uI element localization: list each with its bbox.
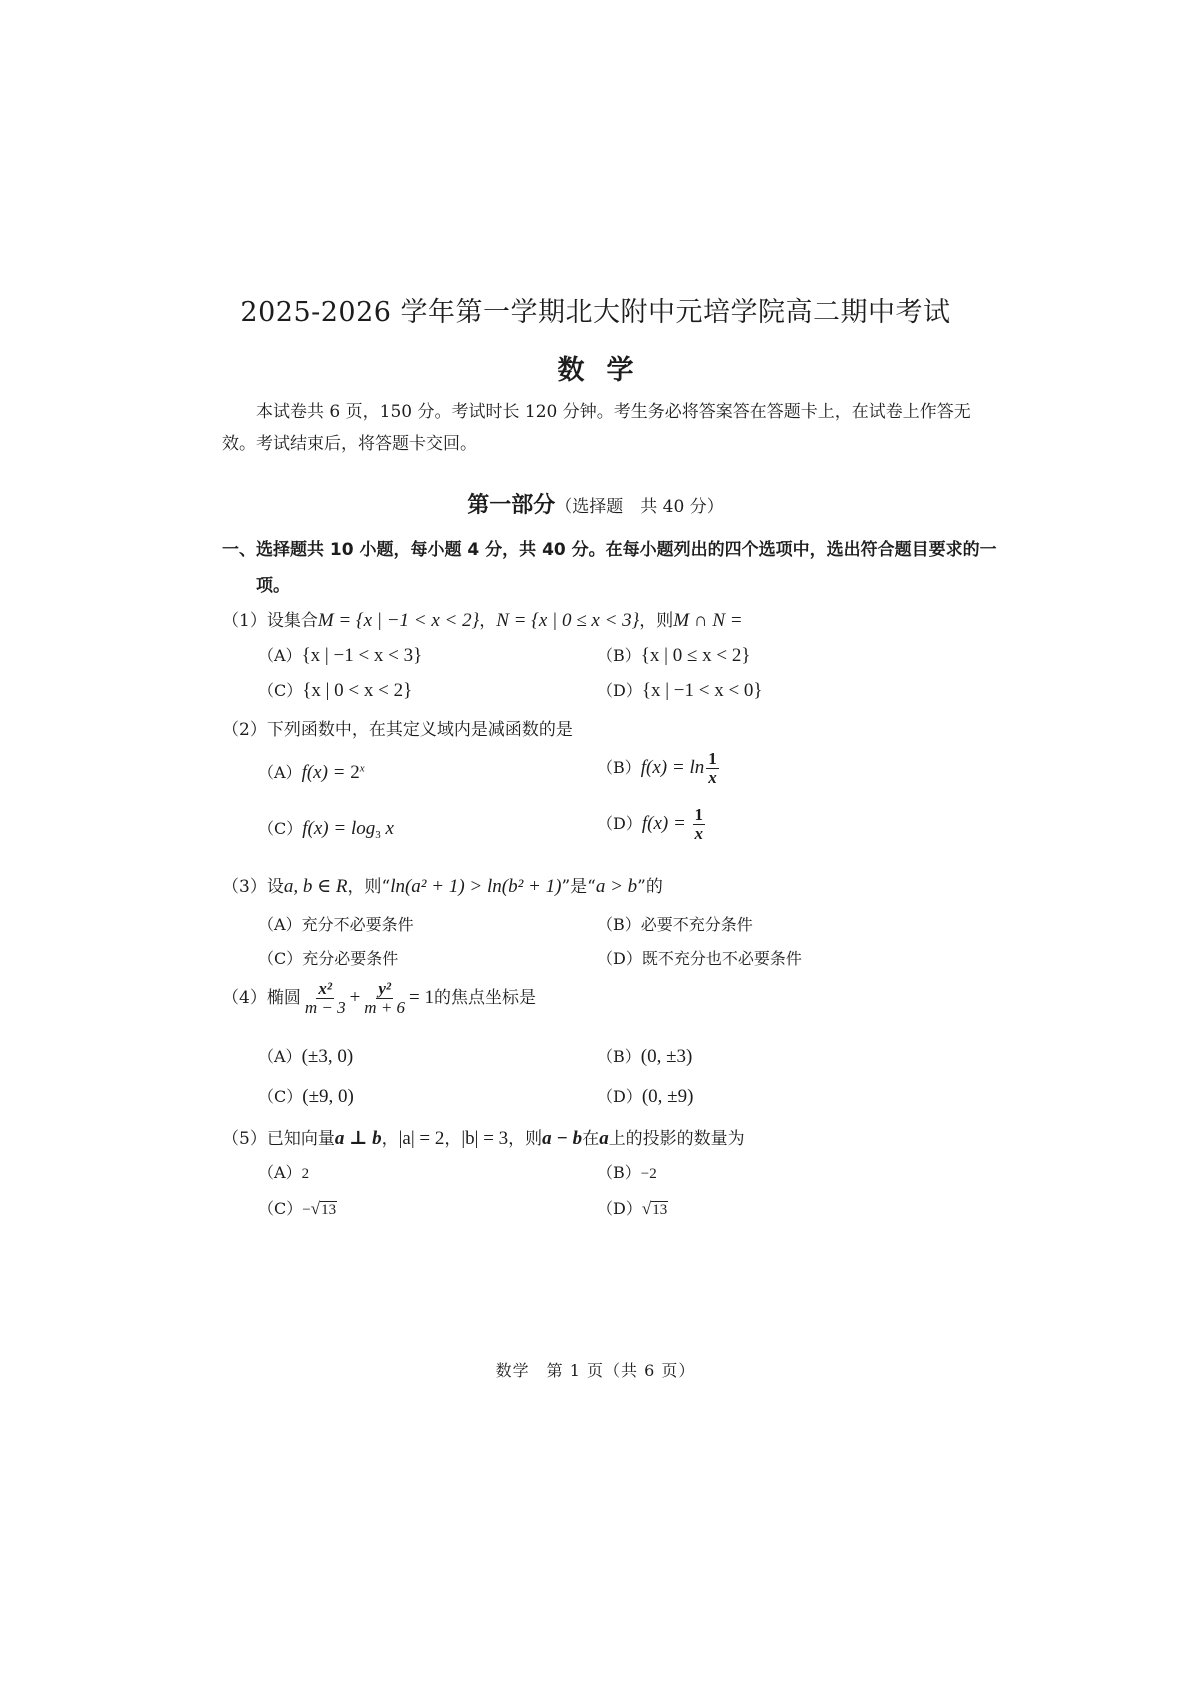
option-3c[interactable] <box>258 946 398 969</box>
option-label: （D） <box>597 1087 642 1106</box>
option-text: 2 <box>350 762 360 783</box>
option-1b[interactable] <box>597 643 750 667</box>
option-4c[interactable] <box>258 1084 354 1108</box>
option-1a[interactable] <box>258 643 422 667</box>
option-text: f(x) = <box>641 813 691 834</box>
option-label: （C） <box>258 1087 303 1106</box>
option-label: （D） <box>597 681 642 700</box>
math-expression: a > b <box>595 876 638 897</box>
option-3d[interactable] <box>597 946 802 969</box>
option-label: （D） <box>597 949 642 968</box>
math-expression: = 1 <box>409 987 435 1008</box>
option-text: f(x) = <box>301 762 351 783</box>
option-text: 充分必要条件 <box>302 949 399 968</box>
question-stem: 的焦点坐标是 <box>434 988 537 1008</box>
denominator: m − 3 <box>304 998 346 1017</box>
option-label: （A） <box>258 915 302 934</box>
part-heading <box>0 488 1191 519</box>
denominator: x <box>708 768 717 787</box>
math-expression: a <box>599 1128 609 1149</box>
question-stem: 已知向量 <box>266 1129 335 1149</box>
question-stem: 在 <box>582 1129 600 1149</box>
option-label: （B） <box>597 758 641 777</box>
option-text: (0, ±9) <box>641 1086 694 1107</box>
option-text: − <box>302 1202 311 1218</box>
punct: ， <box>381 1129 399 1149</box>
question-1 <box>222 606 743 632</box>
fraction <box>693 806 706 843</box>
option-5c[interactable] <box>258 1196 337 1219</box>
option-label: （B） <box>597 646 641 665</box>
option-label: （A） <box>258 763 302 782</box>
fraction <box>362 980 407 1017</box>
option-5a[interactable] <box>258 1160 309 1183</box>
option-2c[interactable] <box>258 816 394 841</box>
option-text: x <box>380 818 394 839</box>
question-stem: 下列函数中，在其定义域内是减函数的是 <box>266 720 573 740</box>
question-stem: ，则 <box>508 1129 543 1149</box>
math-expression: a ⊥ b <box>334 1128 382 1149</box>
option-text: f(x) = log <box>302 818 376 839</box>
numerator: 1 <box>708 749 717 768</box>
option-label: （C） <box>258 681 303 700</box>
exam-title: 2025-2026 学年第一学期北大附中元培学院高二期中考试 <box>240 297 951 328</box>
question-number: （1） <box>222 611 267 631</box>
option-5d[interactable] <box>597 1196 668 1219</box>
option-2b[interactable] <box>597 750 721 787</box>
option-label: （C） <box>258 819 303 838</box>
option-text: (0, ±3) <box>640 1046 693 1067</box>
question-3 <box>222 872 663 898</box>
numerator: y² <box>378 979 391 998</box>
option-label: （D） <box>597 814 642 833</box>
option-label: （A） <box>258 1047 302 1066</box>
numerator: x² <box>318 979 332 998</box>
option-4d[interactable] <box>597 1084 693 1108</box>
numerator: 1 <box>694 805 704 824</box>
option-1d[interactable] <box>597 678 763 702</box>
option-2d[interactable] <box>597 806 707 843</box>
option-label: （B） <box>597 1047 641 1066</box>
math-expression: a, b ∈ R <box>283 876 348 897</box>
question-stem: 设集合 <box>266 611 318 631</box>
subscript: 3 <box>375 829 381 842</box>
option-1c[interactable] <box>258 678 412 702</box>
option-label: （C） <box>258 1199 303 1218</box>
option-text: 必要不充分条件 <box>640 915 753 934</box>
option-text: 既不充分也不必要条件 <box>641 949 802 968</box>
section-instructions: 一、选择题共 10 小题，每小题 4 分，共 40 分。在每小题列出的四个选项中，选出符合题目要求的一项。 <box>222 540 997 596</box>
fraction <box>303 980 348 1017</box>
option-text: f(x) = ln <box>640 757 705 778</box>
question-stem: ，则“ <box>347 877 391 897</box>
math-expression: M ∩ N = <box>673 610 743 631</box>
option-text: (±9, 0) <box>302 1086 354 1107</box>
option-text: {x | 0 ≤ x < 2} <box>640 645 751 666</box>
option-text: {x | −1 < x < 0} <box>641 680 763 701</box>
option-label: （C） <box>258 949 303 968</box>
option-text: 充分不必要条件 <box>301 915 414 934</box>
question-number: （5） <box>222 1129 267 1149</box>
question-stem: 上的投影的数量为 <box>608 1129 745 1149</box>
punct: ， <box>479 611 497 631</box>
question-stem: 设 <box>266 877 284 897</box>
option-text: (±3, 0) <box>301 1046 354 1067</box>
math-expression: |b| = 3 <box>461 1128 509 1149</box>
radicand: 13 <box>652 1202 668 1218</box>
sqrt-icon: √ <box>641 1199 652 1218</box>
option-label: （B） <box>597 915 641 934</box>
option-label: （A） <box>258 646 302 665</box>
operator: + <box>349 987 361 1008</box>
option-text: −2 <box>640 1166 657 1182</box>
part-title: 第一部分 <box>467 492 556 518</box>
question-stem: ，则 <box>639 611 674 631</box>
denominator: m + 6 <box>364 998 406 1017</box>
question-stem: ”是“ <box>561 877 596 897</box>
option-text: 2 <box>301 1166 310 1182</box>
question-4 <box>222 980 536 1017</box>
question-number: （3） <box>222 877 267 897</box>
part-note: （选择题 共 40 分） <box>555 497 724 517</box>
option-2a[interactable] <box>258 760 365 784</box>
option-4b[interactable] <box>597 1044 692 1068</box>
subject-title: 数学 <box>557 355 656 386</box>
punct: ， <box>444 1129 462 1149</box>
question-number: （2） <box>222 720 267 740</box>
option-label: （B） <box>597 1163 641 1182</box>
option-label: （D） <box>597 1199 642 1218</box>
question-2 <box>222 715 573 740</box>
option-5b[interactable] <box>597 1160 657 1183</box>
math-expression: ln(a² + 1) > ln(b² + 1) <box>390 876 562 897</box>
question-5 <box>222 1124 745 1150</box>
option-text: {x | 0 < x < 2} <box>302 680 413 701</box>
math-expression: N = {x | 0 ≤ x < 3} <box>496 610 640 631</box>
superscript: x <box>359 762 365 775</box>
fraction <box>706 750 719 787</box>
option-3a[interactable] <box>258 912 414 935</box>
option-label: （A） <box>258 1163 302 1182</box>
question-stem: ”的 <box>637 877 663 897</box>
page-footer: 数学 第 1 页（共 6 页） <box>495 1361 696 1380</box>
option-text: {x | −1 < x < 3} <box>301 645 423 666</box>
question-number: （4） <box>222 988 267 1008</box>
math-expression: |a| = 2 <box>398 1128 445 1149</box>
denominator: x <box>694 824 704 843</box>
option-3b[interactable] <box>597 912 753 935</box>
option-4a[interactable] <box>258 1044 353 1068</box>
math-expression: a − b <box>542 1128 583 1149</box>
math-expression: M = {x | −1 < x < 2} <box>317 610 480 631</box>
sqrt-icon: √ <box>310 1199 321 1218</box>
question-stem: 椭圆 <box>266 988 301 1008</box>
exam-instructions: 本试卷共 6 页，150 分。考试时长 120 分钟。考生务必将答案答在答题卡上，在试卷上作答无效。考试结束后，将答题卡交回。 <box>222 402 971 454</box>
radicand: 13 <box>321 1202 337 1218</box>
